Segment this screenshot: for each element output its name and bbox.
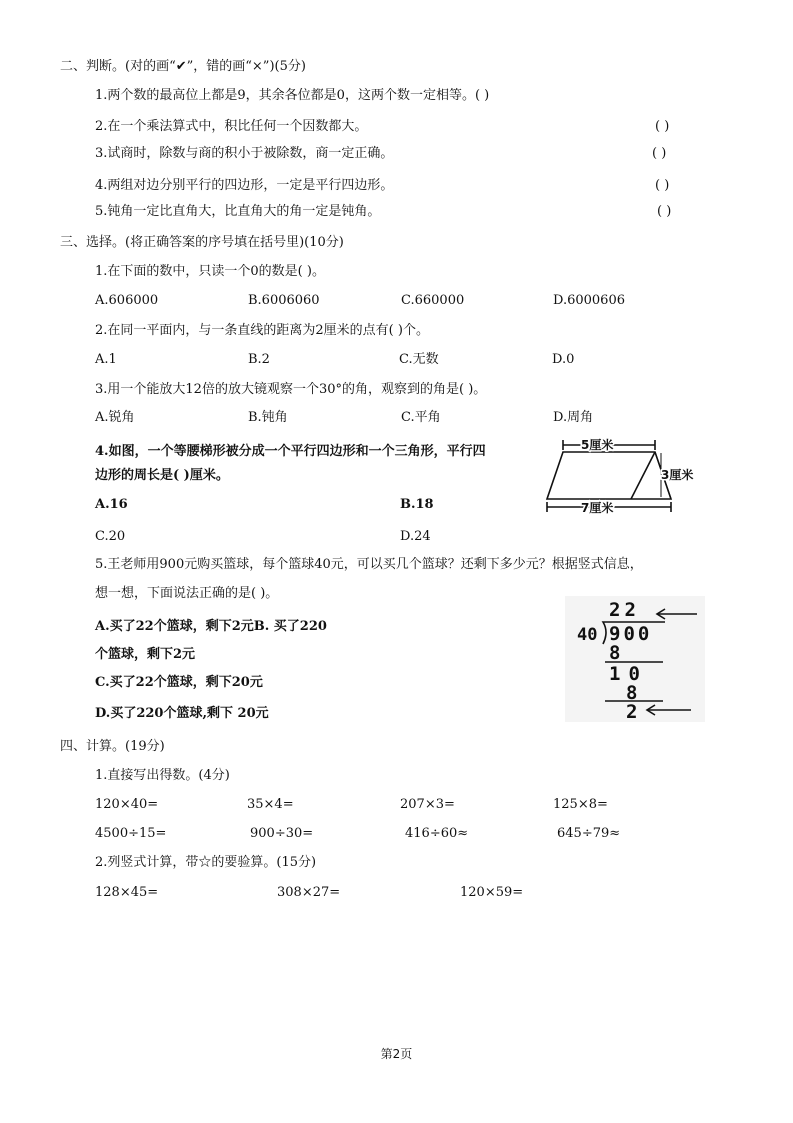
choice-q5-stem-line1: 5.王老师用900元购买篮球，每个篮球40元，可以买几个篮球？还剩下多少元？根据竖式信息， (95, 557, 643, 572)
choice-q2-option-b: B.2 (248, 352, 270, 367)
choice-q2-stem: 2.在同一平面内，与一条直线的距离为2厘米的点有( )个。 (95, 323, 429, 338)
page-number: 第2页 (380, 1047, 413, 1061)
judgement-item-3: 3.试商时，除数与商的积小于被除数，商一定正确。 (95, 146, 394, 161)
division-step-2: 10 (609, 663, 648, 685)
calc-item: 128×45= (95, 885, 159, 900)
trapezoid-side-label: 3厘米 (661, 468, 694, 482)
division-dividend: 900 (609, 623, 653, 645)
trapezoid-bottom-label: 7厘米 (581, 501, 614, 515)
choice-q4-option-d: D.24 (400, 529, 431, 544)
section-heading-choice: 三、选择。(将正确答案的序号填在括号里)(10分) (60, 235, 344, 250)
division-quotient: 22 (609, 599, 640, 621)
answer-paren[interactable]: ( ) (655, 119, 670, 134)
choice-q5-stem-line2: 想一想，下面说法正确的是( )。 (95, 586, 279, 601)
choice-q3-option-b: B.钝角 (248, 410, 288, 425)
calc-item: 308×27= (277, 885, 341, 900)
calc-item: 120×59= (460, 885, 524, 900)
choice-q1-option-d: D.6000606 (553, 293, 625, 308)
section-heading-calculation: 四、计算。(19分) (60, 739, 165, 754)
choice-q5-option-c: C.买了22个篮球，剩下20元 (95, 675, 263, 690)
calc-item: 900÷30= (250, 826, 314, 841)
choice-q5-option-a-b: A.买了22个篮球，剩下2元B. 买了220 (95, 619, 327, 634)
judgement-item-4: 4.两组对边分别平行的四边形，一定是平行四边形。 (95, 178, 394, 193)
long-division-figure (565, 596, 705, 722)
choice-q4-option-a: A.16 (95, 497, 128, 512)
choice-q2-option-a: A.1 (95, 352, 117, 367)
division-step-1: 8 (609, 642, 621, 664)
calc-item: 645÷79≈ (557, 826, 621, 841)
trapezoid-top-label: 5厘米 (581, 438, 614, 452)
calc-item: 207×3= (400, 797, 455, 812)
division-step-3: 8 (626, 682, 638, 704)
choice-q3-option-a: A.锐角 (95, 410, 135, 425)
choice-q1-stem: 1.在下面的数中，只读一个0的数是( )。 (95, 264, 325, 279)
choice-q4-stem-line1: 4.如图，一个等腰梯形被分成一个平行四边形和一个三角形，平行四 (95, 444, 486, 459)
calc-item: 120×40= (95, 797, 159, 812)
choice-q4-option-b: B.18 (400, 497, 434, 512)
answer-paren[interactable]: ( ) (655, 178, 670, 193)
judgement-item-1: 1.两个数的最高位上都是9，其余各位都是0，这两个数一定相等。( ) (95, 88, 490, 103)
calc-item: 35×4= (247, 797, 294, 812)
section-heading-judgement: 二、判断。(对的画“✔”，错的画“×”)(5分) (60, 59, 306, 74)
calc-item: 4500÷15= (95, 826, 167, 841)
judgement-item-5: 5.钝角一定比直角大，比直角大的角一定是钝角。 (95, 204, 381, 219)
choice-q1-option-c: C.660000 (401, 293, 465, 308)
calc-item: 416÷60≈ (405, 826, 469, 841)
choice-q2-option-c: C.无数 (399, 352, 439, 367)
answer-paren[interactable]: ( ) (657, 204, 672, 219)
choice-q1-option-b: B.6006060 (248, 293, 320, 308)
calc-item: 125×8= (553, 797, 608, 812)
division-divisor: 40 (577, 625, 598, 645)
choice-q4-stem-line2: 边形的周长是( )厘米。 (95, 468, 229, 483)
choice-q5-option-d: D.买了220个篮球,剩下 20元 (95, 706, 269, 721)
choice-q3-option-c: C.平角 (401, 410, 441, 425)
judgement-item-2: 2.在一个乘法算式中，积比任何一个因数都大。 (95, 119, 368, 134)
choice-q1-option-a: A.606000 (95, 293, 159, 308)
choice-q4-option-c: C.20 (95, 529, 126, 544)
choice-q3-stem: 3.用一个能放大12倍的放大镜观察一个30°的角，观察到的角是( )。 (95, 382, 487, 397)
calc-sub2-title: 2.列竖式计算，带☆的要验算。(15分) (95, 855, 317, 870)
division-remainder: 2 (626, 701, 638, 722)
choice-q5-option-b-cont: 个篮球，剩下2元 (95, 647, 196, 662)
choice-q3-option-d: D.周角 (553, 410, 594, 425)
calc-sub1-title: 1.直接写出得数。(4分) (95, 768, 230, 783)
answer-paren[interactable]: ( ) (652, 146, 667, 161)
trapezoid-figure (543, 435, 703, 520)
choice-q2-option-d: D.0 (552, 352, 575, 367)
